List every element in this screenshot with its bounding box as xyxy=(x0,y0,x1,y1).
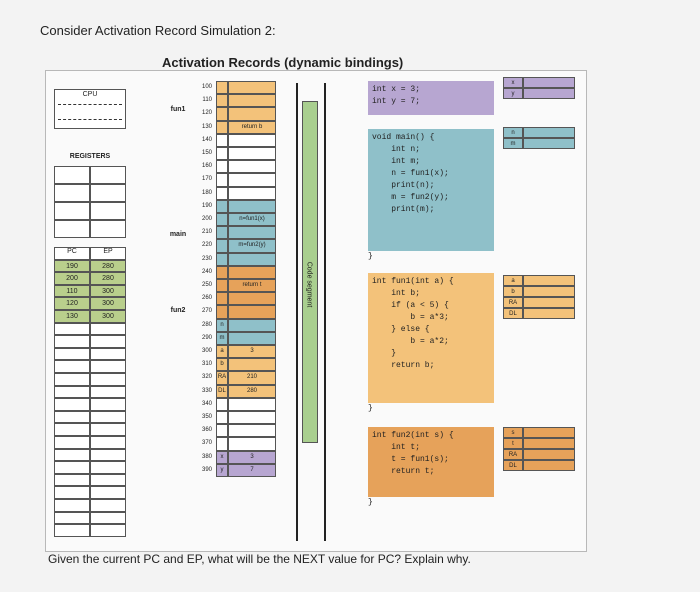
segment-fun2: fun2 xyxy=(170,307,186,314)
memory-cell-a xyxy=(216,173,228,186)
memory-address: 240 xyxy=(201,268,212,275)
pc-ep-cell: 280 xyxy=(90,260,126,273)
pc-ep-cell: 200 xyxy=(54,272,90,285)
memory-value: a xyxy=(220,348,224,354)
memory-cell-a xyxy=(216,147,228,160)
pc-ep-cell xyxy=(90,360,126,373)
pc-ep-cell: 130 xyxy=(54,310,90,323)
pc-ep-cell xyxy=(90,449,126,462)
main-close: } xyxy=(368,252,373,261)
memory-cell-b xyxy=(228,411,276,424)
pc-ep-cell xyxy=(54,449,90,462)
memory-cell-a xyxy=(216,292,228,305)
memory-cell-b xyxy=(228,292,276,305)
memory-cell-b xyxy=(228,94,276,107)
legend-fun2-box xyxy=(523,438,575,449)
memory-address: 130 xyxy=(201,123,212,130)
memory-address: 310 xyxy=(201,361,212,368)
memory-cell-a xyxy=(216,398,228,411)
pc-ep-cell xyxy=(54,323,90,336)
memory-value: y xyxy=(220,466,224,473)
registers-label: REGISTERS xyxy=(69,153,111,160)
legend-fun2: RA xyxy=(503,449,523,460)
memory-cell-a xyxy=(216,266,228,279)
cpu-divider xyxy=(58,104,122,105)
register-cell xyxy=(54,184,90,202)
main-code: void main() { int n; int m; n = fun1(x); print(n); m = fun2(y); print(m); xyxy=(368,129,494,251)
memory-address: 260 xyxy=(201,295,212,302)
memory-cell-b xyxy=(228,437,276,450)
memory-address: 330 xyxy=(201,387,212,394)
memory-cell-a xyxy=(216,187,228,200)
legend-globals: x xyxy=(503,77,523,88)
pc-ep-header: PC xyxy=(54,247,90,260)
legend-fun2: t xyxy=(503,438,523,449)
memory-value: x xyxy=(220,453,224,460)
memory-address: 370 xyxy=(201,440,212,447)
pc-ep-cell: 190 xyxy=(54,260,90,273)
register-cell xyxy=(90,166,126,184)
pc-ep-cell xyxy=(90,486,126,499)
pc-ep-cell xyxy=(90,335,126,348)
memory-cell-a xyxy=(216,411,228,424)
pc-ep-cell xyxy=(54,348,90,361)
memory-cell-b xyxy=(228,226,276,239)
legend-globals: y xyxy=(503,88,523,99)
pc-ep-cell xyxy=(54,360,90,373)
memory-address: 110 xyxy=(202,97,212,104)
fun2-close: } xyxy=(368,498,373,507)
segment-fun1: fun1 xyxy=(170,106,186,113)
memory-address: 170 xyxy=(201,176,212,183)
register-cell xyxy=(54,220,90,238)
cpu-divider-2 xyxy=(58,119,122,120)
memory-cell-a xyxy=(216,94,228,107)
memory-address: 250 xyxy=(201,282,212,288)
pc-ep-cell xyxy=(90,411,126,424)
legend-fun2-box xyxy=(523,449,575,460)
memory-cell-b xyxy=(228,358,276,371)
code-segment-label: Code segment xyxy=(305,261,313,308)
pc-ep-cell: 300 xyxy=(90,297,126,310)
pc-ep-cell xyxy=(90,373,126,386)
pc-ep-cell xyxy=(54,512,90,525)
memory-address: 190 xyxy=(201,202,212,209)
memory-cell-a xyxy=(216,437,228,450)
memory-cell-b xyxy=(228,160,276,173)
pc-ep-cell xyxy=(90,423,126,436)
memory-cell-b xyxy=(228,200,276,213)
memory-cell-a xyxy=(216,226,228,239)
memory-cell-a xyxy=(216,239,228,252)
memory-value: 280 xyxy=(246,387,257,394)
memory-cell-a xyxy=(216,213,228,226)
memory-address: 120 xyxy=(201,110,212,117)
memory-cell-b xyxy=(228,81,276,94)
activation-records-title: Activation Records (dynamic bindings) xyxy=(162,55,404,70)
legend-fun1: a xyxy=(503,275,523,286)
pc-ep-cell xyxy=(90,398,126,411)
memory-cell-a xyxy=(216,279,228,292)
memory-cell-b xyxy=(228,107,276,120)
memory-address: 320 xyxy=(201,374,212,381)
memory-address: 140 xyxy=(201,136,212,143)
memory-address: 210 xyxy=(201,229,212,236)
legend-fun2-box xyxy=(523,427,575,438)
legend-globals-box xyxy=(523,88,575,99)
pc-ep-cell: 300 xyxy=(90,285,126,298)
memory-cell-b xyxy=(228,424,276,437)
memory-address: 100 xyxy=(201,84,212,90)
pc-ep-cell xyxy=(90,323,126,336)
cpu-label: CPU xyxy=(82,91,98,98)
pc-ep-cell xyxy=(54,524,90,537)
pc-ep-cell xyxy=(54,398,90,411)
memory-cell-a xyxy=(216,121,228,134)
memory-cell-b xyxy=(228,134,276,147)
pc-ep-cell xyxy=(90,436,126,449)
pc-ep-cell xyxy=(90,512,126,525)
memory-value: m xyxy=(219,334,225,341)
memory-cell-a xyxy=(216,200,228,213)
legend-fun1-box xyxy=(523,275,575,286)
memory-cell-b xyxy=(228,147,276,160)
pc-ep-cell: 280 xyxy=(90,272,126,285)
register-cell xyxy=(54,166,90,184)
legend-fun2: DL xyxy=(503,460,523,471)
memory-cell-b xyxy=(228,253,276,266)
segment-main: main xyxy=(169,231,187,238)
memory-address: 290 xyxy=(201,334,212,341)
memory-address: 380 xyxy=(201,453,212,460)
memory-address: 340 xyxy=(201,400,212,407)
worksheet xyxy=(45,70,587,552)
pc-ep-cell xyxy=(90,524,126,537)
question-text: Given the current PC and EP, what will be the NEXT value for PC? Explain why. xyxy=(48,552,471,566)
memory-cell-a xyxy=(216,424,228,437)
pc-ep-cell: 300 xyxy=(90,310,126,323)
memory-address: 160 xyxy=(201,163,212,170)
memory-cell-b: n=fun1(x) xyxy=(228,213,276,226)
pc-ep-cell: 110 xyxy=(54,285,90,298)
legend-fun1: DL xyxy=(503,308,523,319)
memory-cell-b xyxy=(228,266,276,279)
legend-main-box xyxy=(523,127,575,138)
memory-cell-b: m=fun2(y) xyxy=(228,239,276,252)
memory-cell-b xyxy=(228,173,276,186)
legend-fun1-box xyxy=(523,308,575,319)
pc-ep-cell xyxy=(90,461,126,474)
register-cell xyxy=(90,202,126,220)
legend-fun2-box xyxy=(523,460,575,471)
memory-address: 150 xyxy=(201,150,212,156)
legend-fun1: b xyxy=(503,286,523,297)
legend-fun2: s xyxy=(503,427,523,438)
fun2-code: int fun2(int s) { int t; t = fun1(s); return t; xyxy=(368,427,494,497)
question-title: Consider Activation Record Simulation 2: xyxy=(40,23,276,38)
legend-fun1-box xyxy=(523,286,575,297)
memory-value: b xyxy=(220,361,224,368)
memory-address: 360 xyxy=(201,427,212,434)
memory-cell-b: return t xyxy=(228,279,276,292)
memory-cell-b xyxy=(228,305,276,318)
memory-address: 180 xyxy=(201,189,212,196)
memory-cell-b xyxy=(228,398,276,411)
memory-value: n xyxy=(220,321,224,328)
pc-ep-cell xyxy=(54,474,90,487)
memory-address: 230 xyxy=(201,255,212,262)
pc-ep-cell xyxy=(90,474,126,487)
pc-ep-cell xyxy=(90,386,126,399)
fun1-code: int fun1(int a) { int b; if (a < 5) { b = a*3; } else { b = a*2; } return b; xyxy=(368,273,494,403)
pc-ep-cell xyxy=(90,348,126,361)
memory-cell-b xyxy=(228,332,276,345)
memory-cell-a xyxy=(216,305,228,318)
memory-cell-a xyxy=(216,134,228,147)
legend-main-box xyxy=(523,138,575,149)
legend-fun1-box xyxy=(523,297,575,308)
memory-value: 7 xyxy=(250,466,254,473)
memory-cell-a xyxy=(216,160,228,173)
pc-ep-cell xyxy=(54,436,90,449)
register-cell xyxy=(90,184,126,202)
legend-main: n xyxy=(503,127,523,138)
pc-ep-cell xyxy=(54,499,90,512)
memory-address: 280 xyxy=(201,321,212,328)
register-cell xyxy=(90,220,126,238)
memory-cell-a xyxy=(216,107,228,120)
memory-address: 200 xyxy=(201,216,212,222)
memory-address: 390 xyxy=(201,466,212,473)
memory-cell-b xyxy=(228,187,276,200)
memory-value: 3 xyxy=(250,348,254,354)
memory-value: 210 xyxy=(246,374,257,381)
pc-ep-cell xyxy=(90,499,126,512)
memory-address: 220 xyxy=(201,242,212,249)
memory-cell-a xyxy=(216,81,228,94)
pc-ep-cell xyxy=(54,373,90,386)
memory-cell-a xyxy=(216,253,228,266)
fun1-close: } xyxy=(368,404,373,413)
memory-value: RA xyxy=(217,374,227,381)
pc-ep-cell xyxy=(54,411,90,424)
pc-ep-cell xyxy=(54,386,90,399)
legend-main: m xyxy=(503,138,523,149)
memory-cell-b xyxy=(228,319,276,332)
memory-address: 270 xyxy=(201,308,212,315)
pc-ep-cell xyxy=(54,335,90,348)
pc-ep-header: EP xyxy=(90,247,126,260)
legend-globals-box xyxy=(523,77,575,88)
memory-value: 3 xyxy=(250,453,254,460)
memory-address: 300 xyxy=(201,348,212,354)
pc-ep-cell xyxy=(54,461,90,474)
pc-ep-cell xyxy=(54,423,90,436)
pc-ep-cell: 120 xyxy=(54,297,90,310)
memory-cell-b: return b xyxy=(228,121,276,134)
memory-address: 350 xyxy=(201,414,212,420)
register-cell xyxy=(54,202,90,220)
memory-value: DL xyxy=(218,387,226,394)
globals-code: int x = 3; int y = 7; xyxy=(368,81,494,115)
legend-fun1: RA xyxy=(503,297,523,308)
pc-ep-cell xyxy=(54,486,90,499)
